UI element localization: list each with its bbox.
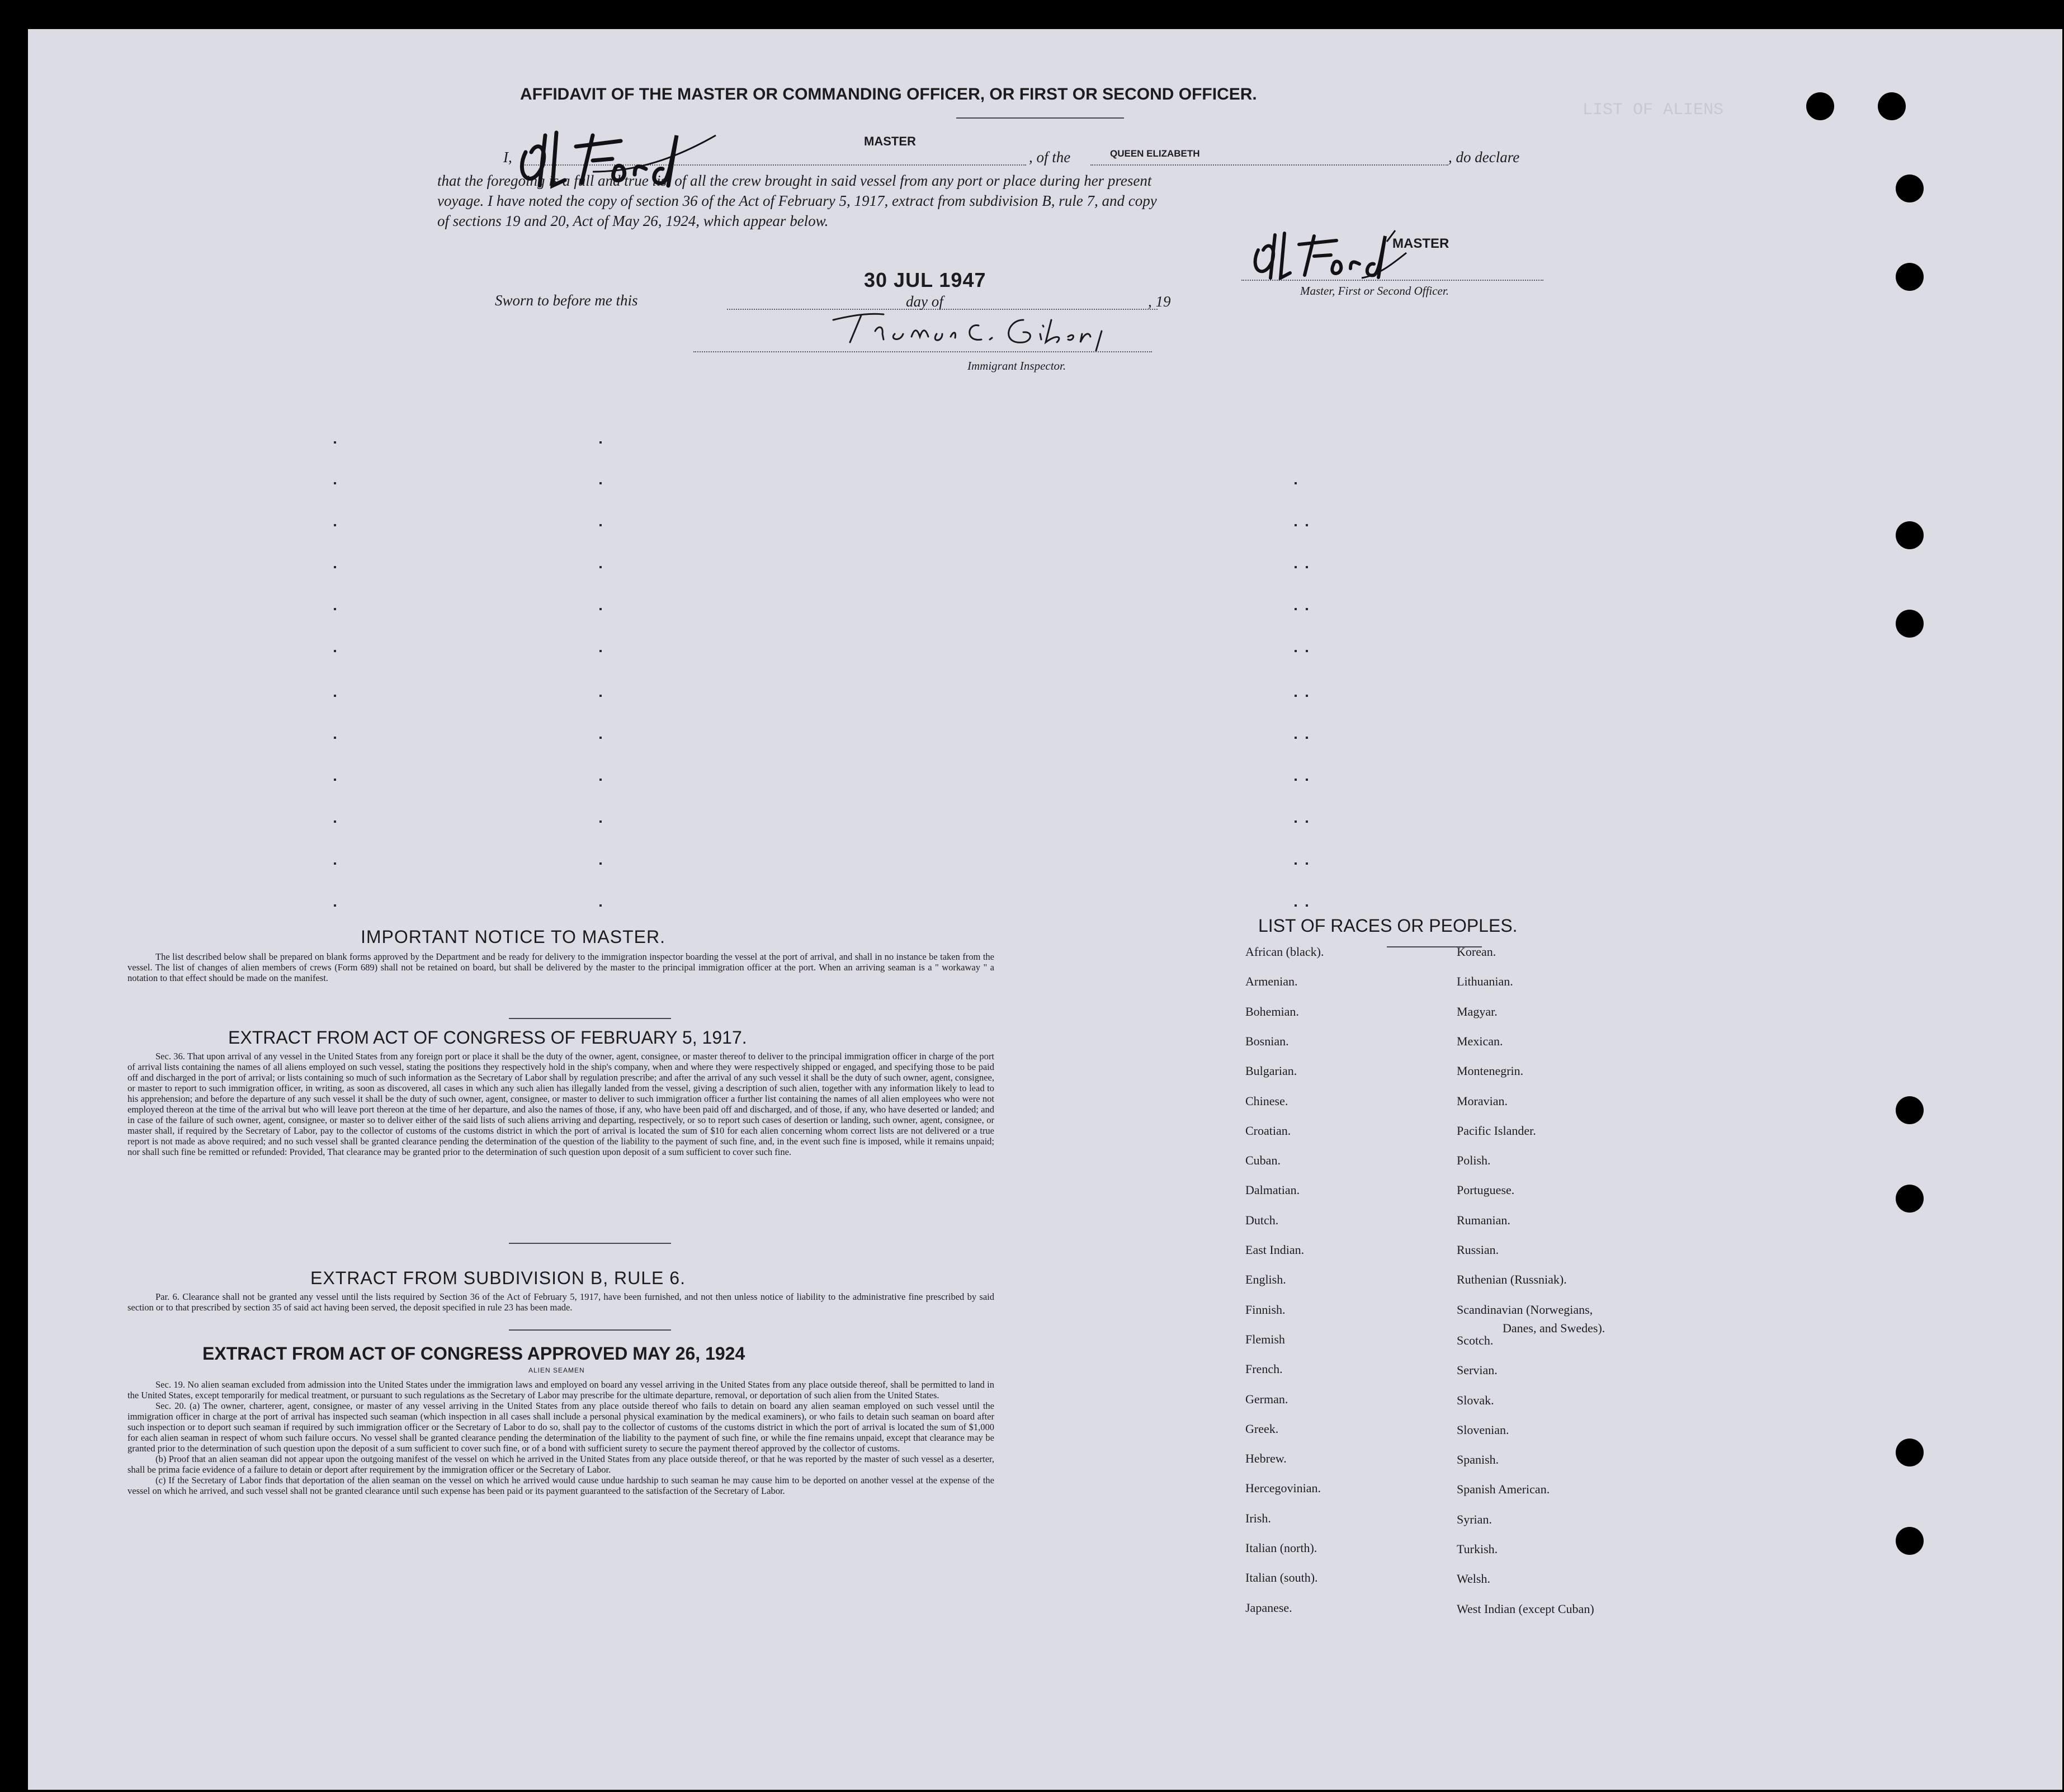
race-item: Welsh. — [1457, 1572, 1490, 1586]
race-item: French. — [1245, 1362, 1283, 1376]
officer-line — [1241, 280, 1543, 281]
race-item: Slovak. — [1457, 1393, 1494, 1407]
race-item: Montenegrin. — [1457, 1064, 1524, 1078]
race-item: Moravian. — [1457, 1093, 1508, 1108]
bleed-through-text: LIST OF ALIENS — [1583, 101, 1724, 120]
tick-mark — [1295, 737, 1297, 739]
tick-mark — [1295, 862, 1297, 865]
race-item: Pacific Islander. — [1457, 1123, 1536, 1138]
tick-mark — [1295, 650, 1297, 652]
race-item: Servian. — [1457, 1363, 1498, 1378]
tick-mark — [599, 482, 602, 484]
race-item: Finnish. — [1245, 1302, 1286, 1317]
race-item: English. — [1245, 1272, 1286, 1287]
punch-hole — [1896, 521, 1924, 549]
tick-mark — [334, 737, 336, 739]
year-prefix: , 19 — [1148, 293, 1171, 310]
punch-hole — [1896, 263, 1924, 291]
tick-mark — [599, 650, 602, 652]
race-item: Dutch. — [1245, 1213, 1279, 1227]
tick-mark — [599, 608, 602, 610]
tick-mark — [1295, 566, 1297, 568]
tick-mark — [1295, 608, 1297, 610]
tick-mark — [599, 695, 602, 697]
tick-mark — [334, 524, 336, 526]
punch-hole — [1806, 92, 1834, 120]
par-6-paragraph: Par. 6. Clearance shall not be granted any vessel until the lists required by Section 36 of the Act of February 5, 1917, have been furnished, and not then unless notice of liability to the administrative fine prescribed by said section or to that prescribed by section 35 of said act having been served, the deposit specified in rule 23 has been made. — [127, 1291, 994, 1313]
race-item: Scotch. — [1457, 1333, 1494, 1347]
race-item: Polish. — [1457, 1153, 1491, 1168]
sec-20a-paragraph: Sec. 20. (a) The owner, charterer, agent, consignee, or master of any vessel arriving in the United States from any place outside thereof who fails to detain on board any alien seaman employed on such vessel until the immigration officer in charge at the port of arrival has inspected such seaman (which inspection in all cases shall include a personal physical examination by the medical examiners), or who fails to detain such seaman on board after such inspection or to deport such seaman if required by such immigration officer or the Secretary of Labor to do so, shall pay to the collector of customs of the customs district in which the port of arrival is located the sum of $1,000 for each alien seaman in respect of whom such failure occurs. No vessel shall be granted clearance pending the determination of the liability to the payment of such fine, or while the fine remains unpaid, except that clearance may be granted prior to the determination of such question upon the deposit of a sum sufficient to cover such fine, or of a bond with sufficient surety to secure the payment thereof approved by the collector of customs. — [127, 1400, 994, 1454]
master-signature-top — [509, 113, 733, 197]
tick-mark — [334, 779, 336, 781]
sec-19-paragraph: Sec. 19. No alien seaman excluded from admission into the United States under the immigration laws and employed on board any vessel arriving in the United States from any place outside thereof, shall be permitted to land in the United States, except temporarily for medical treatment, or pursuant to such regulations as the Secretary of Labor may prescribe for the ultimate departure, removal, or deportation of such alien from the United States. — [127, 1379, 994, 1400]
tick-mark — [599, 904, 602, 907]
sec-36-paragraph: Sec. 36. That upon arrival of any vessel in the United States from any foreign port or place it shall be the duty of the owner, agent, consignee, or master thereof to deliver to the principal immigration officer in charge of the port of arrival lists containing the names of all aliens employed on such vessel, stating the positions they respectively hold in the ship's company, when and where they were respectively shipped or engaged, and specifying those to be paid off and discharged in the port of arrival; or lists containing so much of such information as the Secretary of Labor shall by regulation prescribe; and after the arrival of any such vessel it shall be the duty of such owner, agent, consignee, or master to report to such immigration officer, in writing, as soon as discovered, all cases in which any such alien has illegally landed from the vessel, giving a description of such alien, together with any information likely to lead to his apprehension; and before the departure of any such vessel it shall be the duty of such owner, agent, consignee, or master to deliver to such immigration officer a further list containing the names of all alien employees who were not employed thereon at the time of the arrival but who will leave port thereon at the time of her departure, and also the names of those, if any, who have been paid off and discharged, and of those, if any, who have deserted or landed; and in case of the failure of such owner, agent, consignee, or master so to deliver either of the said lists of such aliens arriving and departing, respectively, or so to report such cases of desertion or landing, such owner, agent, consignee, or master shall, if required by the Secretary of Labor, pay to the collector of customs of the customs district in which the port of arrival is located the sum of $10 for each alien concerning whom correct lists are not delivered or a true report is not made as above required; and no such vessel shall be granted clearance pending the determination of the question of the liability to the payment of such fine, and, in the event such fine is imposed, while it remains unpaid; nor shall such fine be remitted or refunded: Provided, That clearance may be granted prior to the determination of such question upon deposit of a sum sufficient to cover such fine. — [127, 1051, 994, 1157]
tick-mark — [1306, 608, 1308, 610]
tick-mark — [334, 608, 336, 610]
race-item: Bulgarian. — [1245, 1064, 1297, 1078]
tick-mark — [599, 862, 602, 865]
race-item: Mexican. — [1457, 1034, 1503, 1048]
alien-seamen-subtitle: ALIEN SEAMEN — [528, 1366, 585, 1374]
race-item: Ruthenian (Russniak). — [1457, 1272, 1567, 1287]
notice-text — [127, 951, 994, 983]
race-item: Syrian. — [1457, 1512, 1492, 1526]
race-item: Spanish. — [1457, 1453, 1499, 1467]
master-signature-bottom — [1244, 219, 1423, 286]
divider — [509, 1329, 671, 1331]
tick-mark — [334, 441, 336, 444]
day-of: day of — [906, 293, 943, 310]
tick-mark — [599, 566, 602, 568]
tick-mark — [1295, 779, 1297, 781]
race-item: Flemish — [1245, 1332, 1285, 1346]
punch-hole — [1896, 1439, 1924, 1466]
inspector-signature — [822, 303, 1135, 353]
race-item: Italian (south). — [1245, 1571, 1318, 1585]
tick-mark — [1295, 524, 1297, 526]
punch-hole — [1896, 610, 1924, 638]
tick-mark — [599, 820, 602, 823]
tick-mark — [1295, 482, 1297, 484]
vessel-name: QUEEN ELIZABETH — [1110, 148, 1200, 159]
race-item: Japanese. — [1245, 1600, 1292, 1615]
sec-20b-paragraph: (b) Proof that an alien seaman did not appear upon the outgoing manifest of the vessel on which he arrived in the United States from any place outside thereof, or that he was reported by the master of such vessel as a deserter, shall be prima facie evidence of a failure to detain or deport after requirement by the immigration officer or the Secretary of Labor. — [127, 1454, 994, 1475]
tick-mark — [1306, 862, 1308, 865]
tick-mark — [599, 524, 602, 526]
race-item: Dalmatian. — [1245, 1183, 1300, 1197]
rule-6-text — [127, 1291, 994, 1313]
tick-mark — [1306, 650, 1308, 652]
of-the: , of the — [1029, 149, 1071, 166]
tick-mark — [1306, 566, 1308, 568]
punch-hole — [1896, 1096, 1924, 1124]
affidavit-line3: voyage. I have noted the copy of section 36 of the Act of February 5, 1917, extract from subdivision B, rule 7, and copy — [437, 192, 1157, 209]
tick-mark — [334, 820, 336, 823]
race-item: Russian. — [1457, 1243, 1499, 1257]
race-item: Rumanian. — [1457, 1213, 1510, 1227]
sec-20c-paragraph: (c) If the Secretary of Labor finds that deportation of the alien seaman on the vessel on which he arrived would cause undue hardship to such seaman he may cause him to be deported on another vessel at the expense of the vessel on which he arrived, and such vessel shall not be granted clearance until such expense has been paid or its payment guaranteed to the satisfaction of the Secretary of Labor. — [127, 1475, 994, 1496]
race-item: African (black). — [1245, 945, 1324, 959]
tick-mark — [1306, 904, 1308, 907]
master-label: MASTER — [1392, 236, 1449, 251]
notice-title: IMPORTANT NOTICE TO MASTER. — [361, 927, 665, 947]
punch-hole — [1896, 1527, 1924, 1555]
punch-hole — [1896, 1185, 1924, 1213]
sworn-label: Sworn to before me this — [495, 292, 638, 309]
race-item: Hercegovinian. — [1245, 1481, 1321, 1496]
races-title: LIST OF RACES OR PEOPLES. — [1258, 916, 1518, 936]
tick-mark — [599, 737, 602, 739]
inspector-caption: Immigrant Inspector. — [967, 359, 1066, 372]
race-item: Magyar. — [1457, 1004, 1498, 1018]
divider — [956, 117, 1124, 119]
tick-mark — [334, 862, 336, 865]
punch-hole — [1896, 175, 1924, 202]
race-item: Armenian. — [1245, 974, 1298, 989]
race-item: East Indian. — [1245, 1243, 1305, 1257]
race-item: West Indian (except Cuban) — [1457, 1601, 1594, 1616]
tick-mark — [334, 904, 336, 907]
tick-mark — [334, 650, 336, 652]
vessel-line — [1090, 164, 1448, 166]
tick-mark — [1306, 820, 1308, 823]
race-item: Greek. — [1245, 1421, 1279, 1436]
tick-mark — [1306, 779, 1308, 781]
affidavit-i: I, — [503, 149, 512, 166]
date-stamp: 30 JUL 1947 — [864, 268, 986, 291]
race-item: Turkish. — [1457, 1542, 1498, 1556]
race-item: Slovenian. — [1457, 1422, 1509, 1437]
race-item: German. — [1245, 1392, 1288, 1406]
race-item: Spanish American. — [1457, 1482, 1550, 1497]
race-item: Lithuanian. — [1457, 974, 1513, 989]
affidavit-line2: that the foregoing is a full and true list of all the crew brought in said vessel from any port or place during her present — [437, 172, 1152, 189]
divider — [509, 1018, 671, 1019]
race-item: Italian (north). — [1245, 1541, 1317, 1555]
tick-mark — [1306, 737, 1308, 739]
tick-mark — [1295, 695, 1297, 697]
tick-mark — [334, 482, 336, 484]
extract-1924-title: EXTRACT FROM ACT OF CONGRESS APPROVED MAY 26, 1924 — [202, 1343, 745, 1364]
race-item: Croatian. — [1245, 1123, 1291, 1138]
officer-caption: Master, First or Second Officer. — [1300, 284, 1449, 298]
affidavit-line4: of sections 19 and 20, Act of May 26, 1924, which appear below. — [437, 213, 829, 229]
extract-1917-title: EXTRACT FROM ACT OF CONGRESS OF FEBRUARY 5, 1917. — [228, 1027, 747, 1048]
rule-6-title: EXTRACT FROM SUBDIVISION B, RULE 6. — [310, 1268, 686, 1288]
race-item: Chinese. — [1245, 1093, 1288, 1108]
tick-mark — [599, 441, 602, 444]
extract-1924-text — [127, 1379, 994, 1496]
tick-mark — [1295, 904, 1297, 907]
tick-mark — [1295, 820, 1297, 823]
affidavit-title: AFFIDAVIT OF THE MASTER OR COMMANDING OFFICER, OR FIRST OR SECOND OFFICER. — [520, 85, 1257, 103]
tick-mark — [1306, 695, 1308, 697]
master-above: MASTER — [864, 134, 916, 148]
race-item: Irish. — [1245, 1511, 1271, 1525]
race-scandinavian-continued: Danes, and Swedes). — [1503, 1321, 1605, 1335]
punch-hole — [1878, 92, 1906, 120]
document-sheet — [28, 29, 2062, 1790]
tick-mark — [334, 566, 336, 568]
race-item: Bosnian. — [1245, 1034, 1289, 1048]
tick-mark — [599, 779, 602, 781]
race-item: Portuguese. — [1457, 1183, 1515, 1197]
tick-mark — [1306, 524, 1308, 526]
race-item: Hebrew. — [1245, 1451, 1287, 1466]
extract-1917-text — [127, 1051, 994, 1157]
divider — [509, 1243, 671, 1244]
notice-paragraph: The list described below shall be prepared on blank forms approved by the Department and be ready for delivery to the immigration inspector boarding the vessel at the port of arrival, and shall in no instance be taken from the vessel. The list of changes of alien members of crews (Form 689) shall not be retained on board, but shall be delivered by the master to the principal immigration officer at the port. When an arriving seaman is a " workaway " a notation to that effect should be made on the manifest. — [127, 951, 994, 983]
race-item: Korean. — [1457, 945, 1496, 959]
inspector-line — [693, 351, 1152, 352]
tick-mark — [334, 695, 336, 697]
race-item: Cuban. — [1245, 1153, 1281, 1168]
race-item: Scandinavian (Norwegians, — [1457, 1302, 1593, 1317]
do-declare: , do declare — [1448, 149, 1520, 166]
race-item: Bohemian. — [1245, 1004, 1299, 1018]
